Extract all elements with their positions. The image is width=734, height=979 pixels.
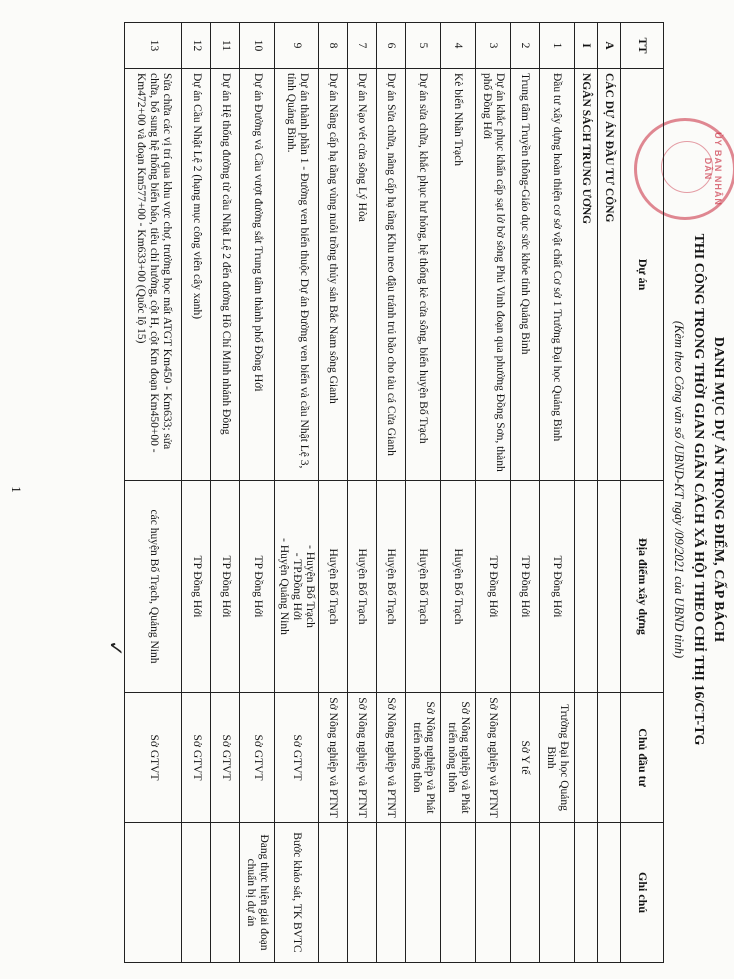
document-title-line2: THI CÔNG TRONG THỜI GIAN GIÃN CÁCH XÃ HỘI THEO CHỈ THỊ 16/CT-TG bbox=[691, 233, 706, 746]
row-tt: 10 bbox=[240, 23, 275, 69]
row-location: TP Đồng Hới bbox=[476, 481, 511, 693]
row-project: Dự án sửa chữa, khắc phục hư hỏng, hệ thống kè cửa sông, biển huyện Bố Trạch bbox=[406, 69, 441, 481]
table-row bbox=[377, 23, 406, 963]
row-owner: Sở GTVT bbox=[125, 693, 182, 823]
row-project: Dự án Nâng cấp hạ tầng vùng nuôi trồng thủy sản Bắc Nam sông Gianh bbox=[319, 69, 348, 481]
row-note: Bước khảo sát, TK BVTC bbox=[275, 823, 319, 963]
row-tt: 6 bbox=[377, 23, 406, 69]
row-owner: Sở Nông nghiệp và PTNT bbox=[377, 693, 406, 823]
row-owner: Sở GTVT bbox=[182, 693, 211, 823]
row-tt: 4 bbox=[441, 23, 476, 69]
table-row bbox=[476, 23, 511, 963]
row-project: Dự án Nạo vét cửa sông Lý Hòa bbox=[348, 69, 377, 481]
document-subtitle: (Kèm theo Công văn số /UBND-KT ngày /09/2021 của UBND tỉnh) bbox=[672, 320, 686, 659]
row-owner: Sở Nông nghiệp và PTNT bbox=[348, 693, 377, 823]
row-location: TP Đồng Hới bbox=[240, 481, 275, 693]
row-note bbox=[125, 823, 182, 963]
row-project: Trung tâm Truyền thông-Giáo dục sức khỏe tỉnh Quảng Bình bbox=[511, 69, 540, 481]
header-tt: TT bbox=[621, 23, 664, 69]
row-location: các huyện Bố Trạch, Quảng Ninh bbox=[125, 481, 182, 693]
row-tt: 7 bbox=[348, 23, 377, 69]
section-i-tt: I bbox=[575, 23, 598, 69]
header-location: Địa điểm xây dựng bbox=[621, 481, 664, 693]
table-row bbox=[540, 23, 575, 963]
row-project: Đầu tư xây dựng hoàn thiện cơ sở vật chất Cơ sở 1 Trường Đại học Quảng Bình bbox=[540, 69, 575, 481]
row-note bbox=[406, 823, 441, 963]
row-owner: Sở GTVT bbox=[240, 693, 275, 823]
row-owner: Sở Y tế bbox=[511, 693, 540, 823]
row-note bbox=[377, 823, 406, 963]
table-row bbox=[406, 23, 441, 963]
table-header-row bbox=[621, 23, 664, 963]
section-a-label: CÁC DỰ ÁN ĐẦU TƯ CÔNG bbox=[598, 69, 621, 481]
row-location: TP Đồng Hới bbox=[182, 481, 211, 693]
row-owner: Sở GTVT bbox=[211, 693, 240, 823]
page-number: 1 bbox=[9, 486, 24, 493]
row-tt: 2 bbox=[511, 23, 540, 69]
row-owner: Sở Nông nghiệp và PTNT bbox=[319, 693, 348, 823]
row-location: Huyện Bố Trạch bbox=[406, 481, 441, 693]
row-owner: Sở GTVT bbox=[275, 693, 319, 823]
row-project: Sửa chữa các vị trí qua khu vực chợ, trường học mất ATGT Km450 - Km633; sửa chữa, bổ sung hệ thống biển báo, tiêu chỉ hướng, cột H, cột Km đoạn Km450+00 - Km472+00 và đoạn Km577+00 - Km633+00 (Quốc lộ 15) bbox=[125, 69, 182, 481]
row-location: Huyện Bố Trạch bbox=[348, 481, 377, 693]
row-note bbox=[540, 823, 575, 963]
row-note bbox=[319, 823, 348, 963]
section-i-label: NGÂN SÁCH TRUNG ƯƠNG bbox=[575, 69, 598, 481]
row-tt: 3 bbox=[476, 23, 511, 69]
table-row bbox=[441, 23, 476, 963]
row-location: Huyện Bố Trạch bbox=[377, 481, 406, 693]
table-row bbox=[511, 23, 540, 963]
row-project: Dự án Hệ thống đường từ cầu Nhật Lệ 2 đến đường Hồ Chí Minh nhánh Đông bbox=[211, 69, 240, 481]
empty-cell bbox=[575, 693, 598, 823]
empty-cell bbox=[598, 693, 621, 823]
table-row bbox=[240, 23, 275, 963]
table-row bbox=[275, 23, 319, 963]
row-owner: Sở Nông nghiệp và Phát triển nông thôn bbox=[406, 693, 441, 823]
header-owner: Chủ đầu tư bbox=[621, 693, 664, 823]
table-row bbox=[182, 23, 211, 963]
row-tt: 5 bbox=[406, 23, 441, 69]
row-tt: 1 bbox=[540, 23, 575, 69]
header-project: Dự án bbox=[621, 69, 664, 481]
row-note bbox=[348, 823, 377, 963]
table-row bbox=[319, 23, 348, 963]
section-i-row bbox=[575, 23, 598, 963]
row-note bbox=[511, 823, 540, 963]
row-project: Dự án Cầu Nhật Lệ 2 (hạng mục công viên cây xanh) bbox=[182, 69, 211, 481]
row-location: Huyện Bố Trạch bbox=[319, 481, 348, 693]
empty-cell bbox=[598, 823, 621, 963]
row-location: Huyện Bố Trạch bbox=[441, 481, 476, 693]
row-location: TP Đồng Hới bbox=[511, 481, 540, 693]
row-note bbox=[476, 823, 511, 963]
table-row bbox=[348, 23, 377, 963]
row-tt: 12 bbox=[182, 23, 211, 69]
row-project: Dự án thành phần 1 - Đường ven biển thuộc Dự án Đường ven biển và cầu Nhật Lệ 3, tỉnh Quảng Bình. bbox=[275, 69, 319, 481]
project-table bbox=[124, 22, 664, 963]
stamp-text: ỦY BAN NHÂN DÂN bbox=[703, 132, 723, 206]
row-location: TP Đồng Hới bbox=[540, 481, 575, 693]
table-row bbox=[211, 23, 240, 963]
row-tt: 13 bbox=[125, 23, 182, 69]
row-location: - Huyện Bố Trạch - TP.Đồng Hới - Huyện Quảng Ninh bbox=[275, 481, 319, 693]
section-a-row bbox=[598, 23, 621, 963]
empty-cell bbox=[598, 481, 621, 693]
row-location: TP Đồng Hới bbox=[211, 481, 240, 693]
row-project: Kè biển Nhân Trạch bbox=[441, 69, 476, 481]
row-note: Đang thực hiện giai đoạn chuẩn bị dự án bbox=[240, 823, 275, 963]
row-owner: Sở Nông nghiệp và PTNT bbox=[476, 693, 511, 823]
row-project: Dự án Đường và Cầu vượt đường sắt Trung tâm thành phố Đồng Hới bbox=[240, 69, 275, 481]
empty-cell bbox=[575, 823, 598, 963]
empty-cell bbox=[575, 481, 598, 693]
row-owner: Trường Đại học Quảng Bình bbox=[540, 693, 575, 823]
row-note bbox=[211, 823, 240, 963]
document-title-line1: DANH MỤC DỰ ÁN TRỌNG ĐIỂM, CẤP BÁCH bbox=[711, 336, 726, 643]
row-tt: 9 bbox=[275, 23, 319, 69]
section-a-tt: A bbox=[598, 23, 621, 69]
row-note bbox=[441, 823, 476, 963]
signature-mark: ✓ bbox=[104, 640, 126, 657]
row-tt: 8 bbox=[319, 23, 348, 69]
row-owner: Sở Nông nghiệp và Phát triển nông thôn bbox=[441, 693, 476, 823]
row-project: Dự án khắc phục khẩn cấp sạt lở bờ sông Phú Vinh đoạn qua phường Đồng Sơn, thành phố Đồng Hới bbox=[476, 69, 511, 481]
row-tt: 11 bbox=[211, 23, 240, 69]
row-project: Dự án Sửa chữa, nâng cấp hạ tầng Khu neo đậu tránh trú bão cho tàu cá Cửa Gianh bbox=[377, 69, 406, 481]
table-row bbox=[125, 23, 182, 963]
header-note: Ghi chú bbox=[621, 823, 664, 963]
row-note bbox=[182, 823, 211, 963]
